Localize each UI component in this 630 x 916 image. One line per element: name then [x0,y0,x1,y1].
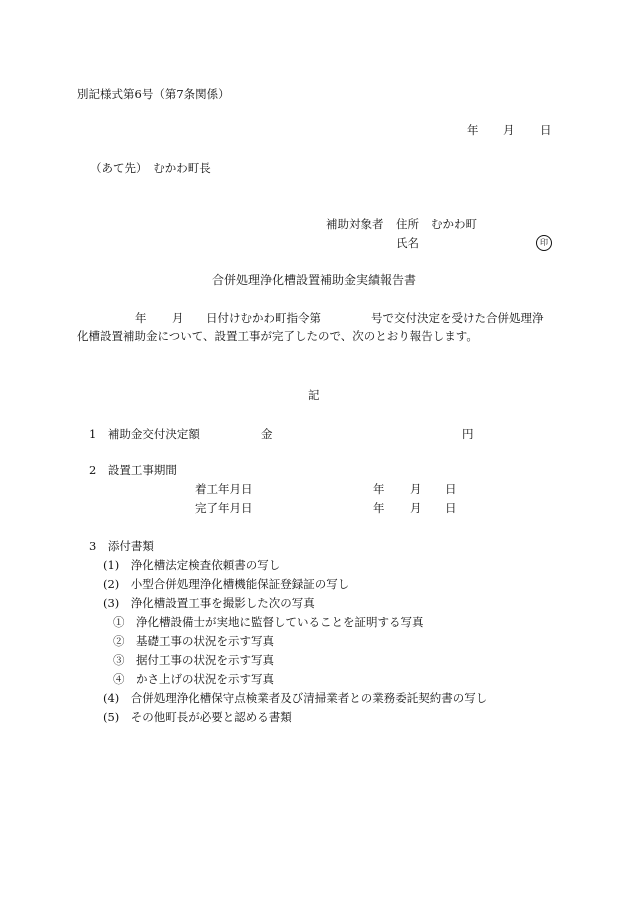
body-year: 年 [135,311,147,325]
attachment-1: (1) 浄化槽法定検査依頼書の写し [103,558,281,572]
photo-item-1: ① 浄化槽設備士が実地に監督していることを証明する写真 [113,615,424,629]
form-label: 別記様式第6号（第7条関係） [77,87,230,101]
body-day-prefix: 日付けむかわ町指令第 [206,311,321,325]
date-year: 年 [467,123,479,137]
end-month: 月 [410,501,422,515]
attachment-2: (2) 小型合併処理浄化槽機能保証登録証の写し [103,577,350,591]
item2-label: 2 設置工事期間 [89,463,177,477]
item1-yen: 円 [462,427,474,441]
seal-mark: 印 [536,235,552,251]
body-month: 月 [172,311,184,325]
address-label: 住所 [396,217,419,231]
attachment-5: (5) その他町長が必要と認める書類 [103,710,292,724]
end-day: 日 [445,501,457,515]
start-day: 日 [445,482,457,496]
start-date-label: 着工年月日 [195,482,253,496]
item1-label: 1 補助金交付決定額 [89,427,200,441]
photo-item-3: ③ 据付工事の状況を示す写真 [113,653,274,667]
end-date-label: 完了年月日 [195,501,253,515]
date-month: 月 [503,123,515,137]
start-month: 月 [410,482,422,496]
item1-kin: 金 [261,427,273,441]
addressee: （あて先） むかわ町長 [90,161,211,175]
item3-label: 3 添付書類 [89,539,154,553]
photo-item-2: ② 基礎工事の状況を示す写真 [113,634,274,648]
attachment-4: (4) 合併処理浄化槽保守点検業者及び清掃業者との業務委託契約書の写し [103,691,488,705]
ki-heading: 記 [308,388,320,402]
body-line1-rest: 号で交付決定を受けた合併処理浄 [371,311,544,325]
address-value: むかわ町 [431,217,477,231]
document-title: 合併処理浄化槽設置補助金実績報告書 [212,273,417,287]
attachment-3: (3) 浄化槽設置工事を撮影した次の写真 [103,596,315,610]
photo-item-4: ④ かさ上げの状況を示す写真 [113,672,274,686]
applicant-role: 補助対象者 [326,217,384,231]
date-day: 日 [540,123,552,137]
name-label: 氏名 [396,236,419,250]
body-line2: 化槽設置補助金について、設置工事が完了したので、次のとおり報告します。 [77,329,478,343]
end-year: 年 [373,501,385,515]
start-year: 年 [373,482,385,496]
